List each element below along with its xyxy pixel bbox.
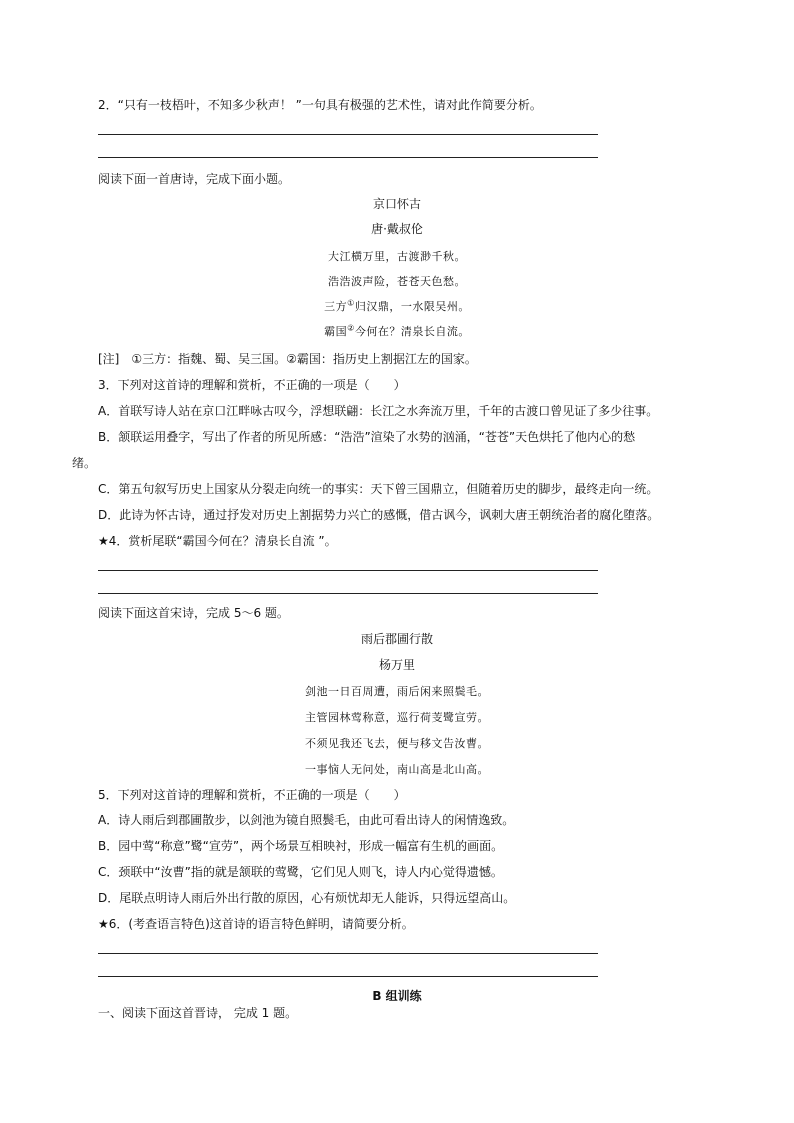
question-3-option-b: B．颔联运用叠字，写出了作者的所见所感：“浩浩”渲染了水势的汹涌，“苍苍”天色烘托了他内心的愁 bbox=[98, 430, 636, 444]
poem1-verse-1: 大江横万里，古渡渺千秋。 bbox=[328, 250, 466, 263]
answer-line bbox=[98, 593, 598, 594]
answer-line bbox=[98, 157, 598, 158]
answer-line bbox=[98, 953, 598, 954]
question-3-option-a: A．首联写诗人站在京口江畔咏古叹今，浮想联翩：长江之水奔流万里，千年的古渡口曾见证了多少往事。 bbox=[98, 404, 659, 418]
poem2-verse-1: 剑池一日百周遭，雨后闲来照鬓毛。 bbox=[305, 685, 489, 698]
poem1-verse-2: 浩浩波声险，苍苍天色愁。 bbox=[328, 275, 466, 288]
footnote-marker-2: ② bbox=[347, 323, 355, 333]
poem2-title: 雨后郡圃行散 bbox=[360, 632, 433, 646]
poem2-author: 杨万里 bbox=[378, 658, 415, 672]
question-5-option-c: C．颈联中“汝曹”指的就是颔联的莺鹭，它们见人则飞，诗人内心觉得遗憾。 bbox=[98, 865, 503, 879]
question-6: ★6．(考查语言特色)这首诗的语言特色鲜明，请简要分析。 bbox=[98, 917, 414, 931]
question-3-stem: 3．下列对这首诗的理解和赏析，不正确的一项是（ ） bbox=[98, 378, 406, 392]
question-5-option-a: A．诗人雨后到郡圃散步，以剑池为镜自照鬓毛，由此可看出诗人的闲情逸致。 bbox=[98, 813, 515, 827]
question-5-stem: 5．下列对这首诗的理解和赏析，不正确的一项是（ ） bbox=[98, 788, 406, 802]
poem2-verse-4: 一事恼人无问处，南山高是北山高。 bbox=[305, 763, 489, 776]
poem1-verse-3: 三方①归汉鼎，一水限吴州。 bbox=[324, 298, 470, 313]
footnote-marker-1: ① bbox=[347, 298, 355, 308]
question-5-option-d: D．尾联点明诗人雨后外出行散的原因，心有烦忧却无人能诉，只得远望高山。 bbox=[98, 891, 516, 905]
poem2-verse-3: 不须见我还飞去，便与移文告汝曹。 bbox=[305, 737, 489, 750]
section2-intro: 阅读下面这首宋诗，完成 5～6 题。 bbox=[98, 606, 289, 620]
group-b-intro: 一、阅读下面这首晋诗， 完成 1 题。 bbox=[98, 1006, 298, 1020]
poem1-verse-4: 霸国②今何在？清泉长自流。 bbox=[324, 323, 470, 338]
poem1-note: [注] ①三方：指魏、蜀、吴三国。②霸国：指历史上割据江左的国家。 bbox=[98, 352, 477, 366]
poem1-author: 唐·戴叔伦 bbox=[371, 222, 423, 236]
question-3-option-c: C．第五句叙写历史上国家从分裂走向统一的事实：天下曾三国鼎立，但随着历史的脚步，最终走向一统。 bbox=[98, 482, 659, 496]
group-b-heading: B 组训练 bbox=[372, 989, 422, 1003]
answer-line bbox=[98, 570, 598, 571]
poem1-title: 京口怀古 bbox=[372, 197, 421, 211]
poem2-verse-2: 主管园林莺称意，巡行荷芰鹭宣劳。 bbox=[305, 711, 489, 724]
question-4: ★4．赏析尾联“霸国今何在？清泉长自流 ”。 bbox=[98, 534, 337, 548]
answer-line bbox=[98, 134, 598, 135]
question-5-option-b: B．园中莺“称意”鹭“宣劳”，两个场景互相映衬，形成一幅富有生机的画面。 bbox=[98, 839, 504, 853]
question-3-option-b-cont: 绪。 bbox=[72, 456, 97, 470]
question-2: 2．“只有一枝梧叶，不知多少秋声！ ”一句具有极强的艺术性，请对此作简要分析。 bbox=[98, 98, 542, 112]
question-3-option-d: D．此诗为怀古诗，通过抒发对历史上割据势力兴亡的感慨，借古讽今，讽刺大唐王朝统治者的腐化堕落。 bbox=[98, 508, 660, 522]
answer-line bbox=[98, 976, 598, 977]
section1-intro: 阅读下面一首唐诗，完成下面小题。 bbox=[98, 172, 291, 186]
